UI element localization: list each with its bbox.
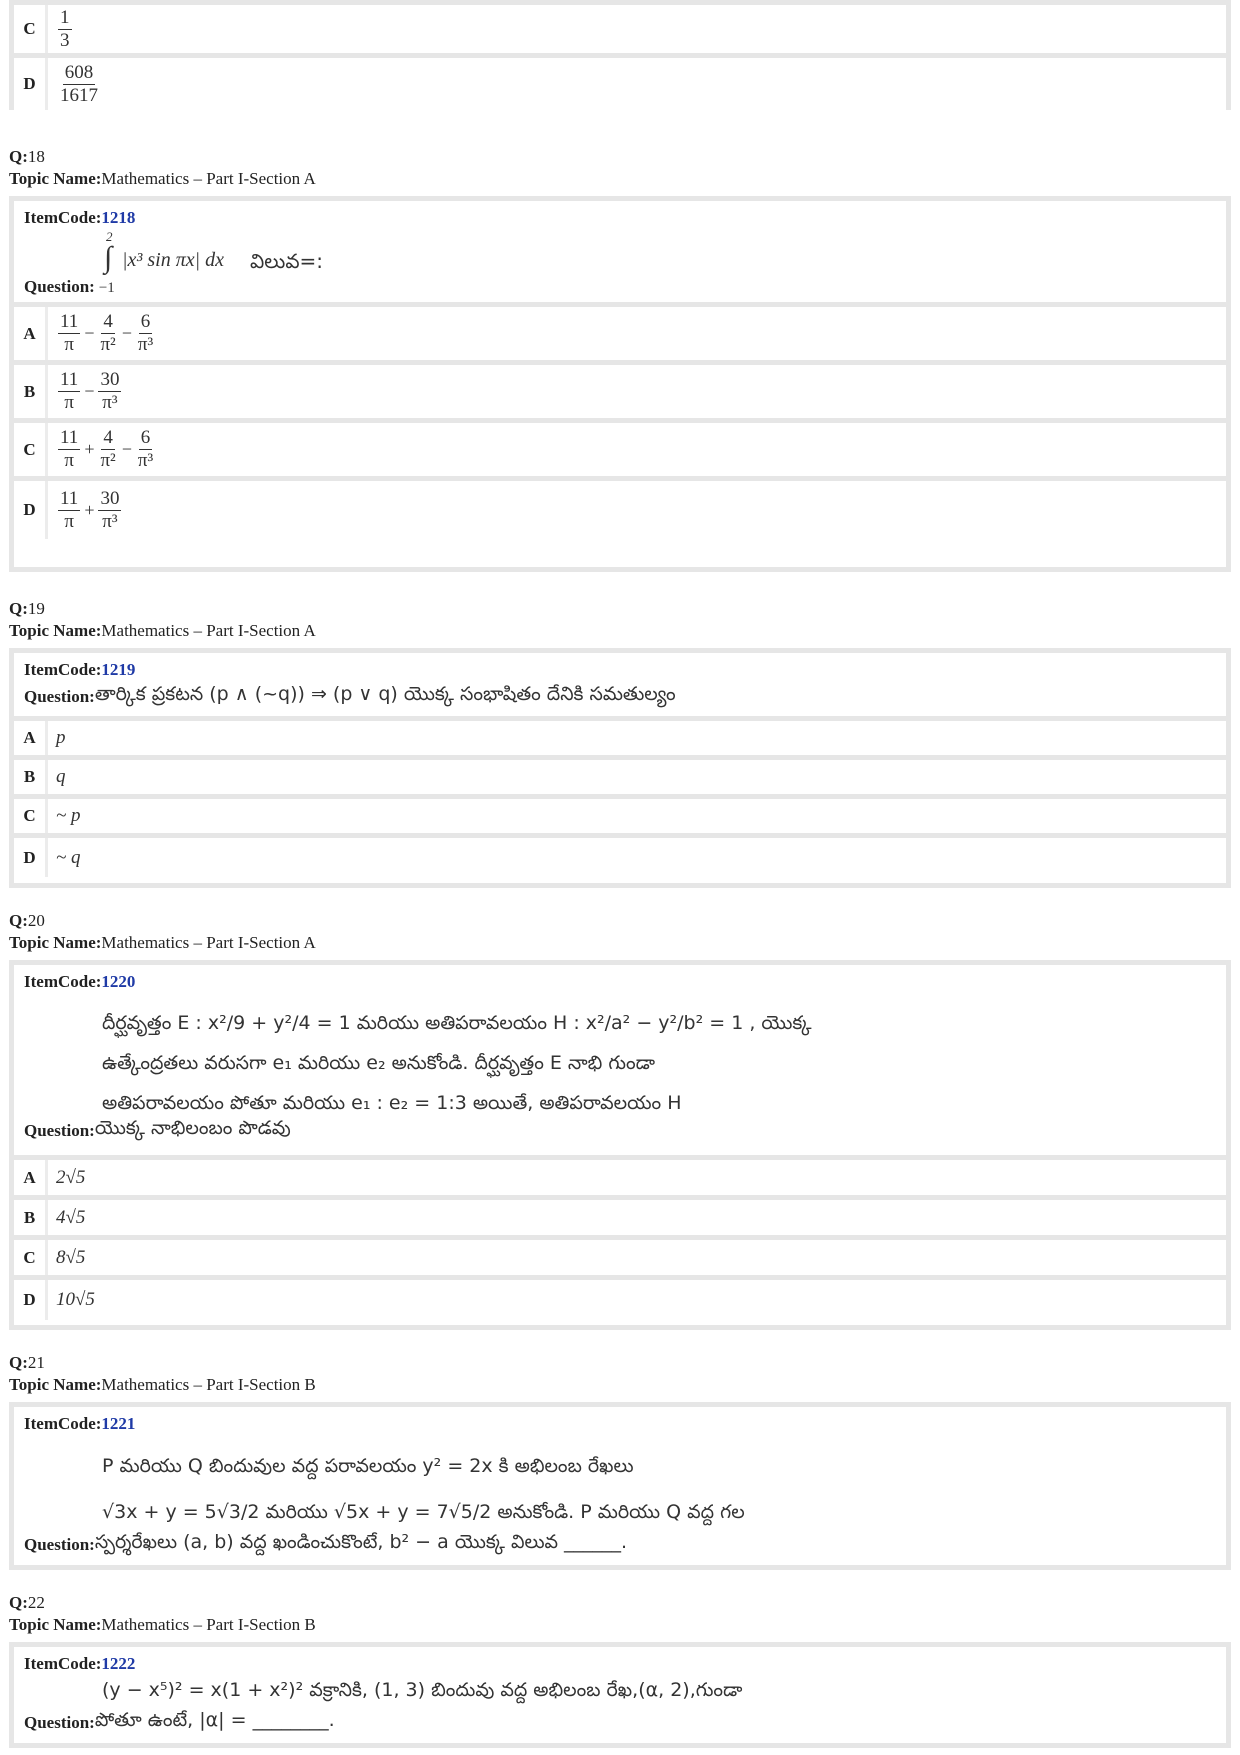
stem-line: (y − x⁵)² = x(1 + x²)² వక్రానికి, (1, 3) బిందువు వద్ద అభిలంబ రేఖ,(α, 2),గుండా [102, 1679, 743, 1701]
option-value [48, 62, 102, 107]
option-value: 4√5 [56, 1206, 86, 1228]
fraction: $\frac{11}{\pi}$ [60, 427, 79, 471]
option-value: 2√5 [56, 1166, 86, 1188]
item-code: ItemCode:1219 [24, 660, 136, 679]
fraction: $\frac{6}{\text{π³}}$ [137, 427, 154, 471]
stem-line: అతిపరావలయం పోతూ మరియు e₁ : e₂ = 1:3 అయితే, అతిపరావలయం H [102, 1092, 682, 1114]
fraction: $\frac{11}{\pi}$ [60, 369, 79, 413]
stem-line: √3x + y = 5√3/2 మరియు √5x + y = 7√5/2 అనుకోండి. P మరియు Q వద్ద గల [102, 1501, 745, 1523]
fraction: $\frac{608}{1617}$ [60, 61, 98, 106]
option-letter: C [14, 799, 48, 833]
option-letter: B [14, 760, 48, 794]
option-row[interactable] [14, 799, 1226, 838]
option-row[interactable] [14, 721, 1226, 760]
option-value: 8√5 [56, 1246, 86, 1268]
option-value: ~ p [56, 805, 81, 826]
option-row[interactable] [14, 1200, 1226, 1240]
option-row[interactable] [14, 481, 1226, 539]
option-row[interactable] [14, 1280, 1226, 1320]
option-row[interactable] [14, 1160, 1226, 1200]
question-card [9, 1402, 1231, 1570]
question-card [9, 960, 1231, 1330]
option-letter: B [14, 365, 48, 418]
question-header: Q:20 Topic Name:Mathematics – Part I-Section A [9, 911, 316, 952]
option-letter: C [14, 423, 48, 476]
operator: + [83, 499, 96, 520]
option-letter: C [14, 5, 48, 53]
option-row[interactable] [14, 365, 1226, 423]
option-letter: D [14, 58, 48, 110]
integral-sign: ∫ [104, 241, 113, 274]
question-stem: ItemCode:1219 Question: తార్కిక ప్రకటన (p ∧ (~q)) ⇒ (p ∨ q) యొక్క సంభాషితం దేనికి సమతుల్యం [14, 653, 1226, 721]
question-header: Q:19 Topic Name:Mathematics – Part I-Section A [9, 599, 316, 640]
option-value [48, 427, 157, 472]
option-row[interactable] [14, 58, 1226, 110]
option-value [48, 488, 123, 533]
item-code: ItemCode:1221 [24, 1414, 136, 1433]
option-value: ~ q [56, 846, 81, 868]
stem-line: దీర్ఘవృత్తం E : x²/9 + y²/4 = 1 మరియు అతిపరావలయం H : x²/a² − y²/b² = 1 , యొక్క [102, 1012, 812, 1034]
fraction: $\frac{1}{3}$ [60, 6, 70, 51]
question-header: Q:18 Topic Name:Mathematics – Part I-Section A [9, 147, 316, 188]
option-letter: D [14, 838, 48, 877]
question-stem: ItemCode:1221 P మరియు Q బిందువుల వద్ద పరావలయం y² = 2x కి అభిలంబ రేఖలు √3x + y = 5√3/2 మరియు √5x + y = 7√5/2 అనుకోండి. P మరియు Q వద్ద గల Question: స్పర్శరేఖలు (a, b) వద్ద ఖండించుకొంటే, b² − a యొక్క విలువ ______. [14, 1407, 1226, 1565]
option-value [48, 369, 123, 414]
question-header: Q:22 Topic Name:Mathematics – Part I-Section B [9, 1593, 316, 1634]
fraction: $\frac{11}{\pi}$ [60, 311, 79, 355]
option-row[interactable] [14, 760, 1226, 799]
fraction: $\frac{4}{\text{π²}}$ [100, 427, 116, 471]
option-row[interactable] [14, 423, 1226, 481]
fraction: $\frac{6}{\text{π³}}$ [137, 311, 154, 355]
operator: − [120, 323, 133, 343]
fraction: $\frac{30}{\text{π³}}$ [100, 369, 120, 413]
option-value: p [56, 727, 66, 748]
question-card [9, 1642, 1231, 1748]
question-card [9, 648, 1231, 888]
option-row[interactable] [14, 1240, 1226, 1280]
stem-line: P మరియు Q బిందువుల వద్ద పరావలయం y² = 2x కి అభిలంబ రేఖలు [102, 1455, 634, 1477]
option-row[interactable] [14, 838, 1226, 877]
option-value: 10√5 [56, 1289, 95, 1310]
option-letter: D [14, 481, 48, 539]
operator: − [83, 323, 96, 343]
q17-options [9, 0, 1231, 110]
option-letter: C [14, 1240, 48, 1275]
question-card [9, 196, 1231, 572]
question-stem: ItemCode:1218 2 ∫ |x³ sin πx| dx విలువ=: Question: −1 [14, 201, 1226, 307]
fraction: $\frac{4}{\text{π²}}$ [100, 311, 116, 355]
stem-line: ఉత్కేంద్రతలు వరుసగా e₁ మరియు e₂ అనుకోండి. దీర్ఘవృత్తం E నాభి గుండా [102, 1052, 656, 1074]
option-letter: B [14, 1200, 48, 1235]
operator: + [83, 439, 96, 459]
question-stem: ItemCode:1220 దీర్ఘవృత్తం E : x²/9 + y²/4 = 1 మరియు అతిపరావలయం H : x²/a² − y²/b² = 1 , యొక్క ఉత్కేంద్రతలు వరుసగా e₁ మరియు e₂ అనుకోండి. దీర్ఘవృత్తం E నాభి గుండా అతిపరావలయం పోతూ మరియు e₁ : e₂ = 1:3 అయితే, అతిపరావలయం H Question: యొక్క నాభిలంబం పొడవు [14, 965, 1226, 1160]
item-code: ItemCode:1220 [24, 972, 136, 991]
option-value [48, 7, 74, 52]
operator: − [120, 439, 133, 459]
option-value: q [56, 766, 66, 787]
fraction: $\frac{11}{\pi}$ [60, 487, 79, 532]
question-header: Q:21 Topic Name:Mathematics – Part I-Section B [9, 1353, 316, 1394]
option-letter: D [14, 1280, 48, 1320]
option-letter: A [14, 1160, 48, 1195]
item-code: ItemCode:1222 [24, 1654, 136, 1673]
option-row[interactable] [14, 307, 1226, 365]
option-row[interactable] [14, 5, 1226, 58]
option-letter: A [14, 307, 48, 360]
question-stem: ItemCode:1222 (y − x⁵)² = x(1 + x²)² వక్రానికి, (1, 3) బిందువు వద్ద అభిలంబ రేఖ,(α, 2),గుండా Question: పోతూ ఉంటే, |α| = ________. [14, 1647, 1226, 1743]
item-code: ItemCode:1218 [24, 208, 136, 227]
fraction: $\frac{30}{\text{π³}}$ [100, 487, 120, 532]
option-letter: A [14, 721, 48, 755]
operator: − [83, 381, 96, 401]
option-value [48, 311, 157, 356]
